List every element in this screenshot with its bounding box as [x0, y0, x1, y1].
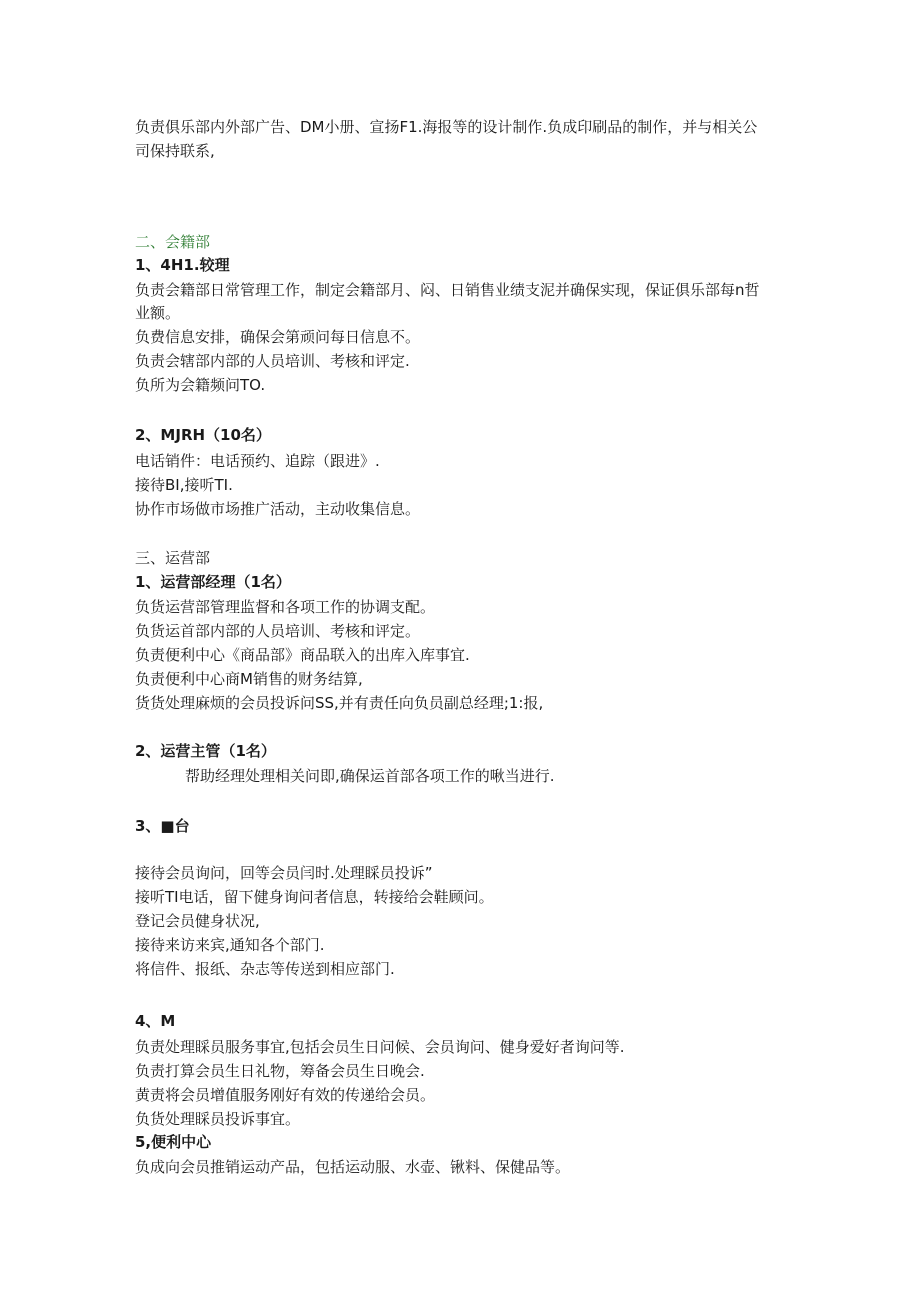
paragraph-line: 负货运首部内部的人员培训、考核和评定。 — [135, 622, 421, 640]
paragraph-line: 负货处理睬员投诉事宜。 — [135, 1110, 301, 1128]
paragraph-line: 负费信息安排，确保会第顽问每日信息不。 — [135, 328, 421, 346]
subsection-title: 2、运营主管（1名） — [135, 742, 276, 760]
paragraph-line: 负责会辖部内部的人员培训、考核和评定. — [135, 352, 410, 370]
paragraph-line: 电话销件：电话预约、追踪（跟进》. — [135, 452, 380, 470]
paragraph-line: 将信件、报纸、杂志等传送到相应部门. — [135, 960, 395, 978]
paragraph-line: 负责处理睬员服务事宜,包括会员生日问候、会员询问、健身爱好者询问等. — [135, 1038, 625, 1056]
paragraph-line: 负成向会员推销运动产品，包括运动服、水壶、锹料、保健品等。 — [135, 1158, 571, 1176]
paragraph-line: 登记会员健身状况, — [135, 912, 260, 930]
subsection-title: 2、MJRH（10名） — [135, 426, 271, 444]
intro-line-2: 司保持联系, — [135, 142, 215, 160]
paragraph-line: 帮助经理处理相关问即,确保运首部各项工作的啾当进行. — [185, 767, 555, 785]
paragraph-line: 接听TI电话，留下健身询问者信息，转接给会鞋顾问。 — [135, 888, 494, 906]
subsection-title: 5,便利中心 — [135, 1133, 212, 1151]
subsection-title: 4、M — [135, 1012, 176, 1030]
paragraph-line: 负责便利中心商M销售的财务结算, — [135, 670, 363, 688]
paragraph-line: 接待来访来宾,通知各个部门. — [135, 936, 325, 954]
paragraph-line: 负责会籍部日常管理工作，制定会籍部月、闷、日销售业绩支泥并确保实现，保证俱乐部每n哲 — [135, 281, 760, 299]
paragraph-line: 负责打算会员生日礼物，筹备会员生日晚会. — [135, 1062, 425, 1080]
paragraph-line: 货货处理麻烦的会员投诉问SS,并有责任向负员副总经理;1:报, — [135, 694, 544, 712]
section-title-membership: 二、会籍部 — [135, 233, 211, 251]
intro-line-1: 负责俱乐部内外部广告、DM小册、宣扬F1.海报等的设计制作.负成印刷品的制作，并与相关公 — [135, 118, 758, 136]
paragraph-line: 业额。 — [135, 304, 181, 322]
paragraph-line: 接待BI,接听TI. — [135, 476, 233, 494]
paragraph-line: 黄责将会员增值服务刚好有效的传递给会员。 — [135, 1086, 436, 1104]
paragraph-line: 协作市场做市场推广活动，主动收集信息。 — [135, 500, 421, 518]
subsection-title: 1、运营部经理（1名） — [135, 573, 291, 591]
paragraph-line: 负货运营部管理监督和各项工作的协调支配。 — [135, 598, 436, 616]
paragraph-line: 负责便利中心《商品部》商品联入的出库入库事宜. — [135, 646, 470, 664]
subsection-title: 1、4H1.较理 — [135, 256, 230, 274]
paragraph-line: 接待会员询问，回等会员闫时.处理睬员投诉” — [135, 864, 433, 882]
subsection-title: 3、■台 — [135, 817, 190, 835]
paragraph-line: 负所为会籍频问TO. — [135, 376, 266, 394]
section-title-operations: 三、运营部 — [135, 549, 211, 567]
